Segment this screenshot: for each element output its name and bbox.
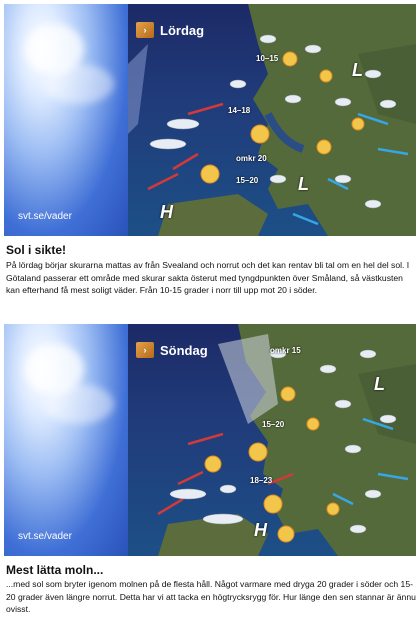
pressure-low: L [298, 174, 309, 194]
pressure-low: L [374, 374, 385, 394]
svt-logo-icon: › [136, 22, 154, 38]
weather-map [128, 324, 416, 556]
article-title: Mest lätta moln... [6, 563, 104, 577]
temp-label: 15–20 [236, 176, 259, 185]
sky-photo [4, 4, 128, 236]
temp-label: omkr 20 [236, 154, 267, 163]
temp-label: 15–20 [262, 420, 285, 429]
day-label: › Söndag [136, 342, 208, 358]
temp-label: 18–23 [250, 476, 273, 485]
weather-panel-saturday [4, 4, 416, 236]
sky-photo [4, 324, 128, 556]
weather-map [128, 4, 416, 236]
watermark: svt.se/vader [18, 531, 72, 542]
temp-label: 14–18 [228, 106, 251, 115]
temp-label: 10–15 [256, 54, 279, 63]
temp-label: omkr 15 [270, 346, 301, 355]
weather-panel-sunday [4, 324, 416, 556]
watermark: svt.se/vader [18, 211, 72, 222]
svt-logo-icon: › [136, 342, 154, 358]
day-label: › Lördag [136, 22, 204, 38]
article-body: ...med sol som bryter igenom molnen på de flesta håll. Något varmare med dryga 20 grader i söder och 15-20 grader även längre norrut. Detta har vi att tacka en högtrycksrygg för. Hur länge den sen stannar är ännu ovisst. [6, 579, 416, 615]
pressure-high: H [160, 202, 173, 222]
pressure-low: L [352, 60, 363, 80]
article-title: Sol i sikte! [6, 243, 67, 257]
pressure-high: H [254, 520, 267, 540]
article-body: På lördag börjar skurarna mattas av från Svealand och norrut och det kan rentav bli tal om en hel del sol. I Götaland passerar ett område med skurar sakta österut med tyngdpunkten över Småland, så västkusten kan efterhand få mest soligt väder. Från 10-15 grader i norr till upp mot 20 i söder. [6, 260, 410, 296]
